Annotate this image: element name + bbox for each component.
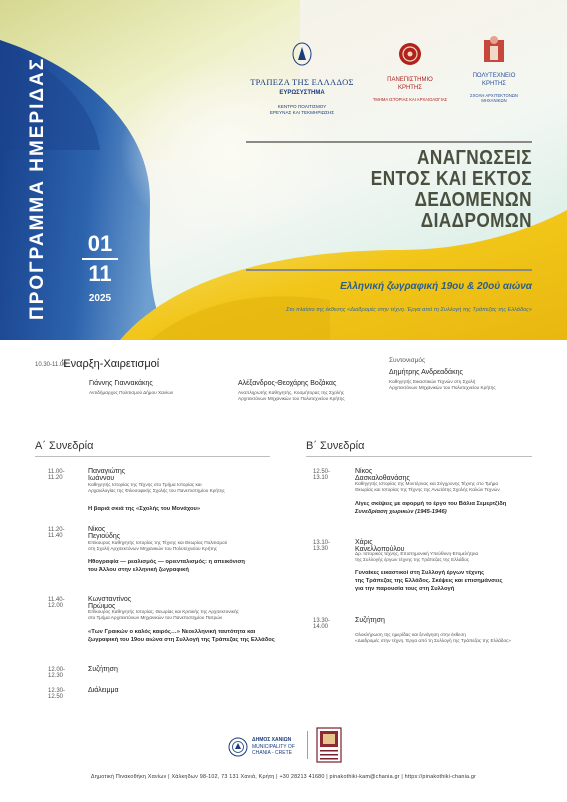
tuc-figure-icon [481,34,507,64]
opening-time: 10.30-11.00 [35,362,67,368]
uoc-name: ΠΑΝΕΠΙΣΤΗΜΙΟ ΚΡΗΤΗΣ [387,77,433,91]
bank-seal-icon [292,42,312,66]
session-b-rule [306,456,532,457]
title-bottom-rule [246,269,532,271]
closing-note: Ολοκλήρωση της ημερίδας και ξενάγηση στην έκθεση «Διαδρομές στην τέχνη. Έργα από τη Συλλογή της Τράπεζας της Ελλάδος» [355,632,512,644]
tuc-name: ΠΟΛΥΤΕΧΝΕΙΟ ΚΡΗΤΗΣ [472,73,516,87]
opening-title: Έναρξη-Χαιρετισμοί [62,358,160,370]
footer-contact-line: Δημοτική Πινακοθήκη Χανίων | Χάλκηδων 98-102, 73 131 Χανιά, Κρήτη | +30 28213 41680 | pinakothiki-kam@chania.gr | https://pinakothiki-chania.gr [90,774,477,780]
date-year: 2025 [88,293,112,304]
title-top-rule [246,141,532,143]
opening-speaker: Αλέξανδρος-Θεοχάρης Βοζάκας Αναπληρωτής Καθηγητής, Κοσμήτορας της Σχολής Αρχιτεκτόνων Μηχανικών του Πολυτεχνείου Κρήτης [238,380,345,402]
programme-vertical-title: ΠΡΟΓΡΑΜΜΑ ΗΜΕΡΙΔΑΣ [27,56,48,320]
opening-speaker: Γιάννης Γιαννακάκης Αντιδήμαρχος Πολιτισμού Δήμου Χανίων [89,380,174,396]
chania-emblem-icon [228,737,248,757]
main-title: ΑΝΑΓΝΩΣΕΙΣ ΕΝΤΟΣ ΚΑΙ ΕΚΤΟΣ ΔΕΔΟΜΕΝΩΝ ΔΙΑΔΡΟΜΩΝ [370,147,532,232]
uoc-seal-icon [398,42,422,66]
poster: ΤΡΑΠΕΖΑ ΤΗΣ ΕΛΛΑΔΟΣ ΕΥΡΩΣΥΣΤΗΜΑ ΚΕΝΤΡΟ ΠΟΛΙΤΙΣΜΟΥ ΕΡΕΥΝΑΣ ΚΑΙ ΤΕΚΜΗΡΙΩΣΗΣ ΠΑΝΕΠΙΣΤΗΜΙΟ ΚΡΗΤΗΣ ΤΜΗΜΑ ΙΣΤΟΡΙΑΣ ΚΑΙ ΑΡΧΑΙΟΛΟΓΙΑΣ ΠΟΛΥΤΕΧΝΕΙΟ ΚΡΗΤΗΣ ΣΧΟΛΗ ΑΡΧΙΤΕΚΤΟΝΩΝ ΜΗΧΑΝΙΚΩΝ ΠΡΟΓΡΑΜΜΑ ΗΜΕΡΙΔΑΣ 01 11 2025 ΑΝΑΓΝΩΣΕΙΣ ΕΝΤΟΣ ΚΑΙ ΕΚΤΟΣ ΔΕΔΟΜΕΝΩΝ ΔΙΑΔΡΟΜΩΝ Ελληνική ζωγραφική 19ου & 20ού αιώνα Στο πλαίσιο της έκθεσης «Διαδρομές στην τέχνη. Έργα από τη Συλλογή της Τράπεζας της Ελλάδος» 10.30-11.00 Έναρξη-Χαιρετισμοί Γιάννης Γιαννακάκης Αντιδήμαρχος Πολιτισμού Δήμου Χανίων Αλέξανδρος-Θεοχάρης Βοζάκας Αναπληρωτής Καθηγητής, Κοσμήτορας της Σχολής Αρχιτεκτόνων Μηχανικών του Πολυτεχνείου Κρήτης Συντονισμός Δημήτρης Ανδρεαδάκης Καθηγητής Εικαστικών Τεχνών στη Σχολή Αρχιτεκτόνων Μηχανικών του Πολυτεχνείου Κρήτης Α΄ Συνεδρία 11.00-11.20 Παναγιώτης Ιωάννου Καθηγητής Ιστορίας της Τέχνης στο Τμήμα Ιστορίας και Αρχαιολογίας της Φιλοσοφικής Σχολής του Πανεπιστημίου Κρήτης Η βαριά σκιά της «Σχολής του Μονάχου» 11.20-11.40 Νίκος Πεγιούδης Επίκουρος Καθηγητής Ιστορίας της Τέχνης και Θεωρίας Πολιτισμού στη Σχολή Αρχιτεκτόνων Μηχανικών του Πολυτεχνείου Κρήτης Ηθογραφία — ρεαλισμός — οριενταλισμός: η απεικόνιση του Άλλου στην ελληνική ζωγραφική 11.40-12.00 Κωνσταντίνος Πρώιμος Επίκουρος Καθηγητής Ιστορίας, Θεωρίας και Κριτικής της Αρχιτεκτονικής στο Τμήμα Αρχιτεκτόνων Μηχανικών του Πανεπιστημίου Πατρών «Των Γραικών ο καλός καιρός…» Νεοελληνική ταυτότητα και ζωγραφική του 19ου αιώνα στη Συλλογή της Τράπεζας της Ελλάδος 12.00-12.30 Συζήτηση 12.30-12.50 Διάλειμμα Β΄ Συνεδρία 12.50-13.10 Νίκος Δασκαλοθανάσης Καθηγητής Ιστορίας της Μοντέρνας και Σύγχρονης Τέχνης στο Τμήμα Θεωρίας και Ιστορίας της Τέχνης της Ανωτάτης Σχολής Καλών Τεχνών Λίγες σκέψεις με αφορμή το έργο του Βάλια Σεμερτζίδη Συνεδρίαση χωρικών (1945-1946) 13.10-13.30 Χάρις Κανελλοπούλου Δρ. Ιστορικός τέχνης, Επιστημονική Υπεύθυνη-Επιμελήτρια της Συλλογής έργων τέχνης της Τράπεζας της Ελλάδος Γυναίκες εικαστικοί στη Συλλογή έργων τέχνης της Τράπεζας της Ελλάδος. Σκέψεις και επισημάνσεις για την παρουσία τους στη Συλλογή 13.30-14.00 Συζήτηση Ολοκλήρωση της ημερίδας και ξενάγηση στην έκθεση «Διαδρομές στην τέχνη. Έργα από τη Συλλογή της Τράπεζας της Ελλάδος» ΔΗΜΟΣ ΧΑΝΙΩΝ MUNICIPALITY OF CHANIA - CRETE Δημοτική Πινακοθήκη Χανίων | Χάλκηδων 98-102, 73 131 Χανιά, Κρήτη | +30 28213 41680 | pinakothiki-kam@chania.gr | https://pinakothiki-chania.gr [0,0,567,802]
date-month: 11 [88,261,112,286]
exhibition-context: Στο πλαίσιο της έκθεσης «Διαδρομές στην τέχνη. Έργα από τη Συλλογή της Τράπεζας της Ελλάδος» [286,307,532,313]
footer-separator [307,731,308,759]
date-day: 01 [87,231,113,256]
pinakothiki-logo-icon [316,727,342,763]
tuc-school: ΣΧΟΛΗ ΑΡΧΙΤΕΚΤΟΝΩΝ ΜΗΧΑΝΙΚΩΝ [470,93,518,103]
session-b-title: Β΄ Συνεδρία [306,440,365,452]
technical-university-of-crete-logo [460,34,528,103]
bank-eurosystem: ΕΥΡΩΣΥΣΤΗΜΑ [279,90,325,96]
hero-artwork [0,0,567,340]
bank-center: ΚΕΝΤΡΟ ΠΟΛΙΤΙΣΜΟΥ ΕΡΕΥΝΑΣ ΚΑΙ ΤΕΚΜΗΡΙΩΣΗΣ [269,104,335,115]
uoc-department: ΤΜΗΜΑ ΙΣΤΟΡΙΑΣ ΚΑΙ ΑΡΧΑΙΟΛΟΓΙΑΣ [372,97,448,102]
date-divider [82,258,118,260]
coordination-label: Συντονισμός [389,357,426,364]
session-a-rule [35,456,270,457]
session-a-title: Α΄ Συνεδρία [35,440,94,452]
coordinator: Δημήτρης Ανδρεαδάκης Καθηγητής Εικαστικών Τεχνών στη Σχολή Αρχιτεκτόνων Μηχανικών του Πολυτεχνείου Κρήτης [389,369,496,391]
bank-of-greece-logo [246,42,358,115]
municipality-of-chania-logo [228,737,295,757]
event-date [80,233,120,304]
municipality-text: ΔΗΜΟΣ ΧΑΝΙΩΝ MUNICIPALITY OF CHANIA - CRETE [252,737,295,757]
subtitle: Ελληνική ζωγραφική 19ου & 20ού αιώνα [340,281,532,292]
university-of-crete-logo [368,42,452,102]
bank-name: ΤΡΑΠΕΖΑ ΤΗΣ ΕΛΛΑΔΟΣ [250,77,354,87]
